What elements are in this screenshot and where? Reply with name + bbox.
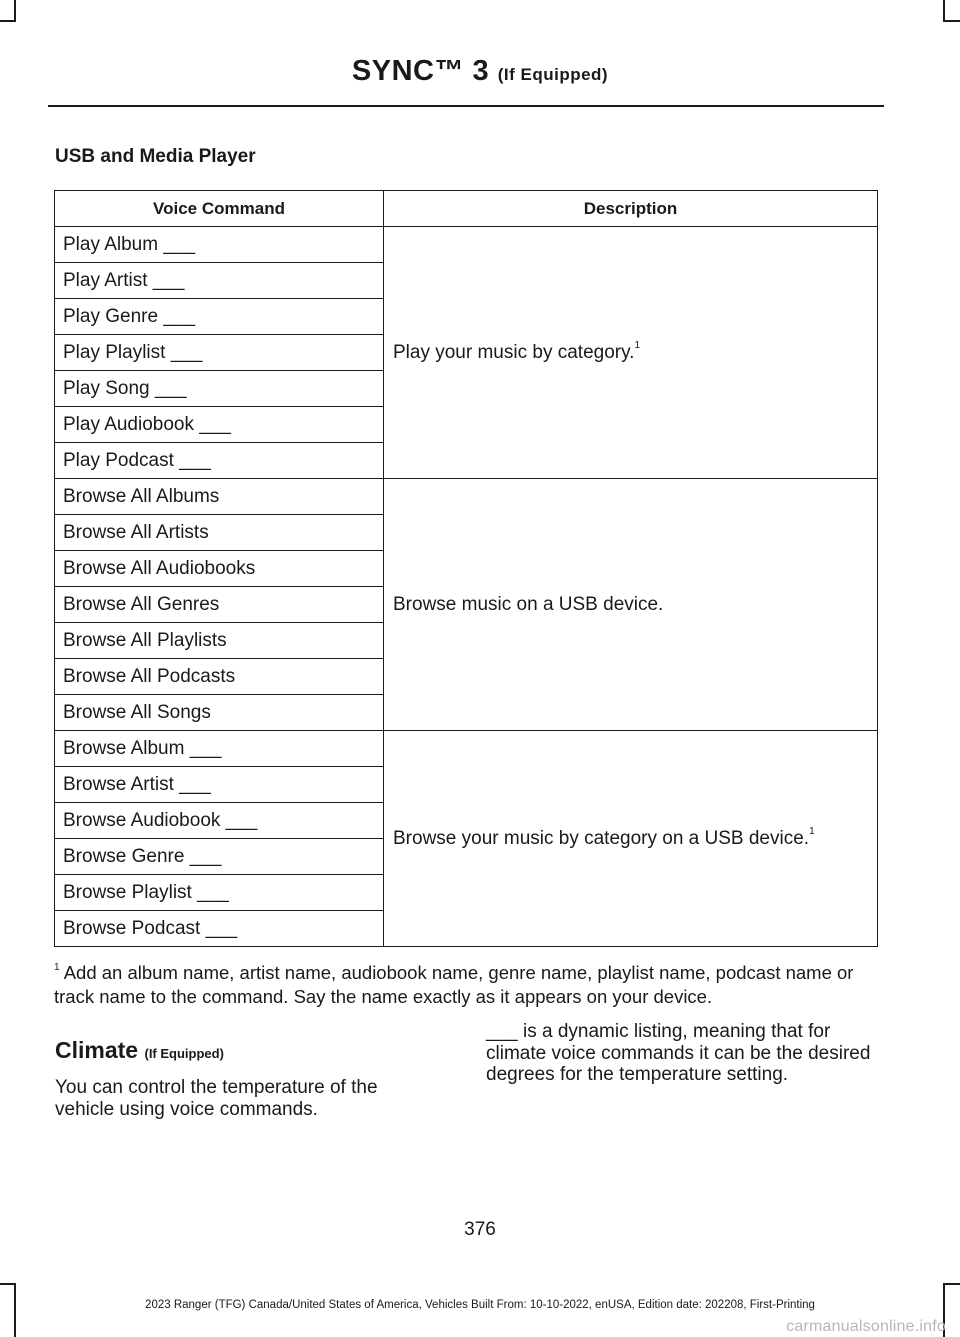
command-cell: Browse Album ___	[55, 731, 384, 767]
crop-mark	[943, 0, 945, 20]
command-cell: Browse Genre ___	[55, 839, 384, 875]
command-cell: Browse All Songs	[55, 695, 384, 731]
crop-mark	[943, 20, 960, 22]
crop-mark	[14, 0, 16, 20]
crop-mark	[943, 1283, 960, 1285]
command-cell: Browse Audiobook ___	[55, 803, 384, 839]
command-cell: Browse All Podcasts	[55, 659, 384, 695]
header-title-suffix: (If Equipped)	[497, 65, 609, 84]
climate-heading-suffix: (If Equipped)	[144, 1046, 224, 1061]
command-cell: Browse Playlist ___	[55, 875, 384, 911]
command-cell: Browse All Audiobooks	[55, 551, 384, 587]
table-row	[55, 479, 878, 515]
table-row	[55, 731, 878, 767]
description-cell	[384, 479, 878, 731]
command-cell: Browse All Genres	[55, 587, 384, 623]
footnote-marker: 1	[54, 962, 60, 973]
page-footer: 2023 Ranger (TFG) Canada/United States of America, Vehicles Built From: 10-10-2022, enUSA, Edition date: 202208, First-Printing	[145, 1299, 815, 1311]
header-title-text: SYNC™ 3	[351, 55, 490, 87]
dynamic-listing-paragraph: ___ is a dynamic listing, meaning that for climate voice commands it can be the desired degrees for the temperature setting.	[486, 1021, 871, 1085]
climate-heading-text: Climate	[55, 1037, 139, 1063]
table-row	[55, 227, 878, 263]
command-cell: Play Song ___	[55, 371, 384, 407]
command-cell: Browse Podcast ___	[55, 911, 384, 947]
watermark: carmanualsonline.info	[786, 1318, 946, 1335]
footnote-text: Add an album name, artist name, audiobook name, genre name, playlist name, podcast name or track name to the command. Say the name exactly as it appears on your device.	[54, 962, 854, 1008]
column-header-description: Description	[384, 191, 878, 227]
command-cell: Play Artist ___	[55, 263, 384, 299]
command-cell: Play Playlist ___	[55, 335, 384, 371]
description-cell	[384, 731, 878, 947]
footnote-ref: 1	[634, 340, 641, 352]
climate-heading	[55, 1037, 224, 1064]
crop-mark	[0, 20, 16, 22]
command-cell: Browse All Artists	[55, 515, 384, 551]
column-header-voice-command: Voice Command	[55, 191, 384, 227]
voice-command-table	[54, 190, 878, 947]
command-cell: Play Podcast ___	[55, 443, 384, 479]
command-cell: Play Audiobook ___	[55, 407, 384, 443]
section-title: USB and Media Player	[55, 146, 256, 167]
header-divider	[48, 105, 884, 107]
command-cell: Browse All Albums	[55, 479, 384, 515]
description-cell	[384, 227, 878, 479]
table-header-row	[55, 191, 878, 227]
crop-mark	[0, 1283, 16, 1285]
description-text: Play your music by category.	[393, 341, 635, 363]
page-number: 376	[464, 1219, 496, 1240]
description-text: Browse your music by category on a USB device.	[393, 827, 810, 849]
command-cell: Play Album ___	[55, 227, 384, 263]
footnote-ref: 1	[809, 826, 815, 838]
table-footnote	[54, 958, 884, 1009]
command-cell: Browse All Playlists	[55, 623, 384, 659]
command-cell: Browse Artist ___	[55, 767, 384, 803]
climate-intro-paragraph: You can control the temperature of the vehicle using voice commands.	[55, 1077, 378, 1120]
description-text: Browse music on a USB device.	[393, 593, 664, 615]
command-cell: Play Genre ___	[55, 299, 384, 335]
page-header-title	[0, 55, 960, 88]
